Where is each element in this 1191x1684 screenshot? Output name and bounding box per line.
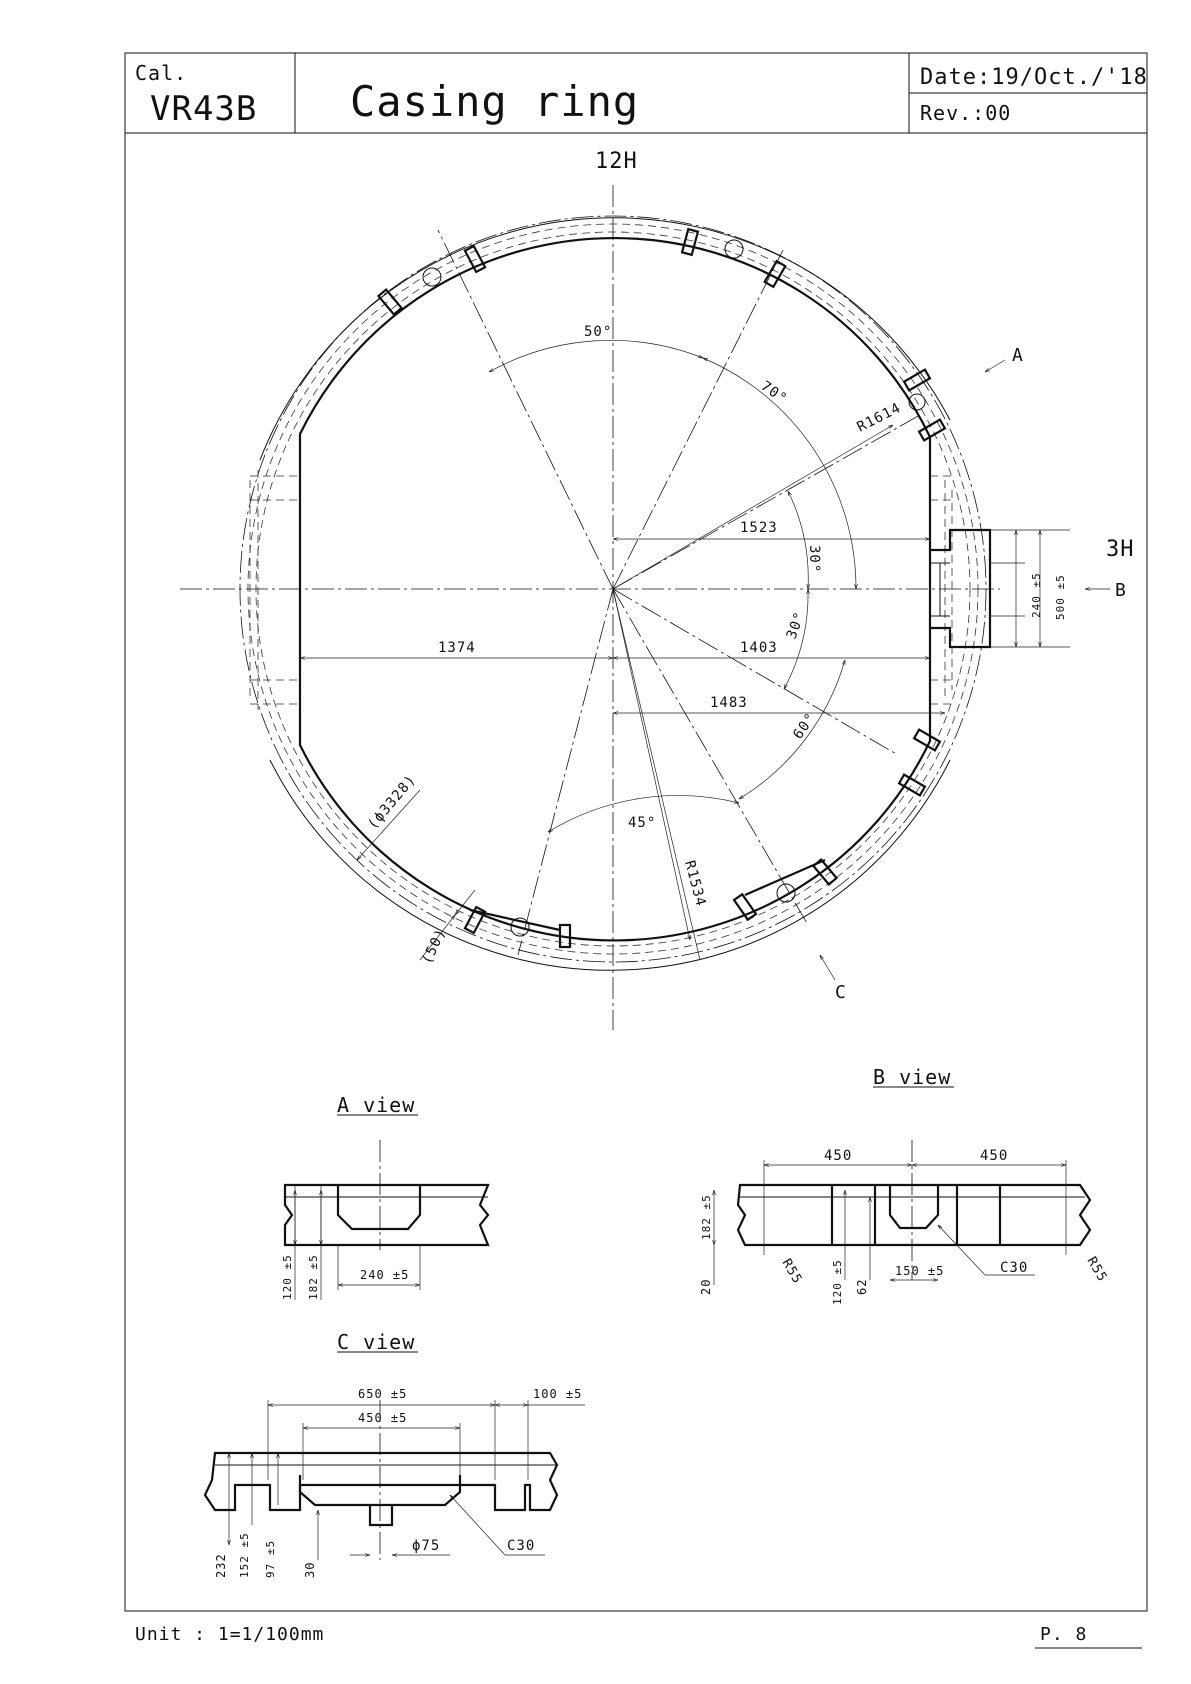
c-dim-97: 97 ±5 (264, 1539, 277, 1578)
dim-50: (50) (419, 925, 450, 967)
angle-30-upper: 30° (806, 545, 822, 574)
date-field: Date:19/Oct./'18 (920, 65, 1148, 90)
angle-70: 70° (757, 378, 791, 408)
unit-note: Unit : 1=1/100mm (135, 1624, 325, 1645)
label-3h: 3H (1106, 537, 1135, 562)
b-chamfer-c30: C30 (1000, 1260, 1029, 1276)
c-chamfer-c30: C30 (507, 1538, 536, 1554)
dim-1403: 1403 (740, 640, 778, 656)
a-dim-120: 120 ±5 (281, 1254, 294, 1300)
diameter-3328: (ϕ3328) (364, 771, 420, 833)
c-view-title: C view (337, 1330, 416, 1354)
a-dim-240: 240 ±5 (360, 1268, 410, 1282)
b-radius-55-right: R55 (1083, 1254, 1110, 1285)
b-dim-450-left: 450 (824, 1148, 853, 1164)
angle-45: 45° (628, 815, 657, 831)
section-a-marker: A (1012, 345, 1024, 366)
angle-50: 50° (584, 324, 613, 340)
a-view-title: A view (337, 1093, 416, 1117)
c-view (205, 1352, 585, 1560)
dim-500: 500 ±5 (1054, 574, 1067, 620)
b-view (714, 1087, 1090, 1285)
page-number: P. 8 (1040, 1624, 1088, 1645)
c-dim-650: 650 ±5 (358, 1387, 408, 1401)
b-dim-150: 150 ±5 (895, 1264, 945, 1278)
revision-field: Rev.:00 (920, 101, 1012, 125)
c-diameter-75: ϕ75 (412, 1538, 441, 1554)
b-dim-120: 120 ±5 (831, 1259, 844, 1305)
b-dim-182: 182 ±5 (700, 1194, 713, 1240)
section-b-marker: B (1115, 580, 1127, 601)
b-dim-450-right: 450 (980, 1148, 1009, 1164)
cal-label: Cal. (135, 61, 188, 85)
dim-240: 240 ±5 (1030, 572, 1043, 618)
angle-30-lower: 30° (783, 609, 809, 642)
drawing-title: Casing ring (350, 77, 640, 126)
bolt-hole (725, 240, 743, 258)
c-dim-100: 100 ±5 (533, 1387, 583, 1401)
b-view-title: B view (873, 1065, 952, 1089)
label-12h: 12H (595, 149, 638, 174)
b-dim-62: 62 (855, 1278, 869, 1295)
angle-60: 60° (790, 709, 820, 743)
a-dim-182: 182 ±5 (307, 1254, 320, 1300)
c-dim-450: 450 ±5 (358, 1411, 408, 1425)
dim-1523: 1523 (740, 520, 778, 536)
b-boss (930, 530, 990, 647)
model-code: VR43B (150, 89, 258, 129)
c-dim-152: 152 ±5 (238, 1532, 251, 1578)
b-radius-55-left: R55 (778, 1256, 805, 1287)
radius-1534: R1534 (681, 858, 709, 909)
section-c-marker: C (835, 982, 847, 1003)
radius-1614: R1614 (854, 399, 904, 436)
c-dim-30: 30 (303, 1561, 317, 1578)
c-dim-232: 232 (214, 1553, 228, 1578)
bolt-hole (423, 268, 441, 286)
main-view (180, 185, 1110, 1030)
b-dim-20: 20 (699, 1278, 713, 1295)
dim-1374: 1374 (438, 640, 476, 656)
frame (125, 53, 1147, 1611)
dim-1483: 1483 (710, 695, 748, 711)
